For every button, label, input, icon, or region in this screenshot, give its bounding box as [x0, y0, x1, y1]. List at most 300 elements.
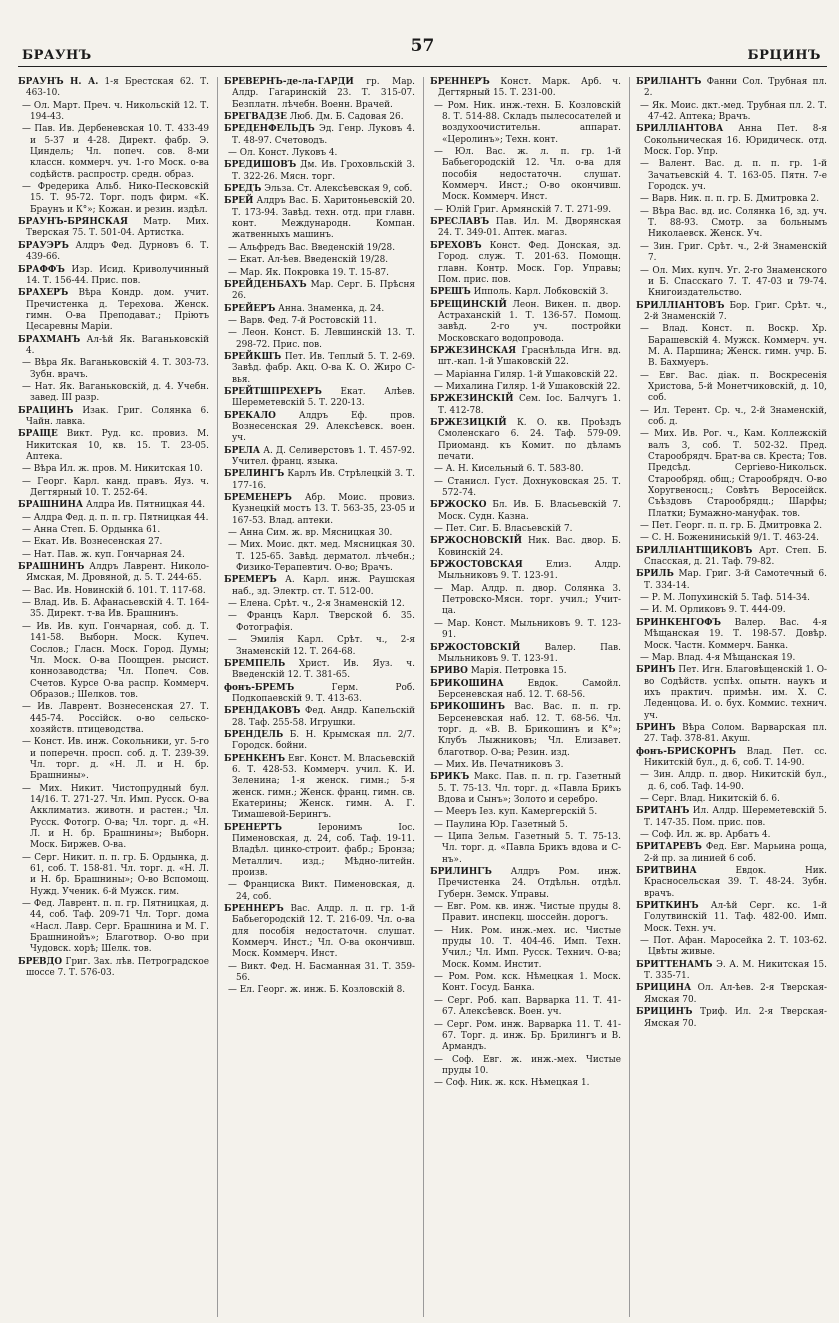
directory-entry [430, 287, 621, 298]
entry-details: Конст. Марк. Арб. ч. Дегтярный 15. Т. 231-00. [438, 77, 621, 99]
entry-details: — Пот. Афан. Маросейка 2. Т. 103-62. Цвѣты живые. [640, 936, 827, 958]
entry-details: — Евг. Вас. діак. п. Воскресенія Христова, 5-й Монетчиковскій, д. 10, соб. [640, 370, 827, 404]
entry-details: Валер. Вас. 4-я Мѣщанская 19. Т. 198-57. Довѣр. Моск. Частн. Коммерч. Банка. [644, 617, 827, 651]
entry-details: К. О. кв. Проѣздъ Смоленскаго 6. 24. Таф. 579-09. Приоманд. къ Комит. по дѣламъ печати. [438, 417, 621, 462]
directory-entry [224, 124, 415, 147]
entry-surname: БРЕВЕРНЪ-де-ла-ГАРДИ [224, 77, 354, 87]
directory-entry [636, 533, 827, 544]
entry-details: — Валент. Вас. д. п. п. гр. 1-й Зачатьевскій 4. Т. 163-05. Пятн. 7-е Городск. уч. [640, 159, 827, 193]
entry-details: — Екат. Ив. Вознесенская 27. [22, 537, 163, 548]
entry-surname: БРЕЙКШЪ [224, 351, 282, 362]
directory-entry [636, 324, 827, 369]
entry-surname: БРЖЕЗИЦКІЙ [430, 417, 507, 428]
entry-surname: БРЕНЕРТЪ [224, 822, 282, 833]
entry-details: — Эмилія Карл. Срѣт. ч., 2-я Знаменскій 12. Т. 264-68. [228, 635, 415, 657]
entry-details: — Викт. Фед. Н. Басманная 31. Т. 359-56. [228, 961, 415, 984]
directory-entry [224, 635, 415, 658]
entry-surname: БРАЩЕ [18, 429, 58, 440]
entry-details: Карлъ Ив. Стрѣлецкій 3. Т. 177-16. [232, 469, 415, 491]
directory-entry [636, 207, 827, 241]
directory-entry [636, 159, 827, 193]
directory-entry [636, 301, 827, 324]
directory-entry [224, 328, 415, 351]
directory-entry [224, 446, 415, 469]
directory-entry [224, 962, 415, 985]
entry-details: Мар. Григ. 3-й Самотечный 6. Т. 334-14. [644, 569, 827, 591]
entry-details: — А. Н. Кисельный 6. Т. 583-80. [434, 464, 584, 475]
entry-surname: БРЕМЕНЕРЪ [224, 493, 292, 504]
entry-details: — С. Н. Божениниській 9/1. Т. 463-24. [640, 533, 819, 544]
entry-details: — Мих. Моис. дкт. мед. Мясницкая 30. Т. 125-65. Завѣд. дерматол. лѣчебн.; Физико-Терапевтич. О-во; Врачъ. [228, 540, 415, 574]
directory-entry [636, 546, 827, 569]
directory-entry [18, 182, 209, 216]
entry-details: — Соф. Ил. ж. вр. Арбатъ 4. [640, 830, 771, 840]
entry-details: Арт. Степ. Б. Спасская, д. 21. Таф. 79-82. [644, 545, 827, 568]
directory-entry [224, 352, 415, 386]
entry-details: — Ол. Конст. Луковъ 4. [228, 148, 338, 159]
entry-details: Фанни Сол. Трубная пл. 2. [644, 77, 827, 99]
entry-surname: БРЖЕЗИНСКІЙ [430, 394, 514, 405]
entry-details: — Евг. Ром. кв. инж. Чистые пруды 8. Правит. инспекц. шоссейн. дорогъ. [434, 902, 621, 924]
entry-details: Изр. Исид. Криволучинный 14. Т. 156-44. Прис. пов. [26, 264, 209, 286]
directory-entry [430, 147, 621, 204]
entry-details: А. Карл. инж. Раушская наб., зд. Электр. ст. Т. 512-00. [232, 575, 415, 597]
entry-surname: БРИЛЛІАНТОВА [636, 124, 724, 135]
directory-entry [430, 300, 621, 345]
entry-details: Люб. Дм. Б. Садовая 26. [289, 112, 404, 123]
directory-entry [18, 957, 209, 980]
directory-entry [636, 936, 827, 959]
entry-details: — Зин. Алдр. п. двор. Никитскій бул., д. 6, соб. Таф. 14-90. [640, 770, 827, 792]
entry-surname: БРЕСЛАВЪ [430, 217, 490, 228]
entry-details: Ал-ѣй Серг. кс. 1-й Голутвинскій 11. Таф. 482-00. Имп. Моск. Техн. уч. [644, 901, 827, 934]
entry-details: Вас. Алдр. л. п. гр. 1-й Бабьегородскій 12. Т. 216-09. Чл. о-ва для пособія недостаточн. слушат. Коммерч. Инст.; Чл. О-ва окончивш. Моск. Коммерч. Инст. [232, 904, 415, 960]
entry-details: Сем. Іос. Балчугъ 1. Т. 412-78. [438, 394, 621, 416]
entry-details: Елиз. Алдр. Мыльниковъ 9. Т. 123-91. [438, 560, 621, 582]
directory-entry [18, 464, 209, 475]
entry-details: — Мар. Як. Покровка 19. Т. 15-87. [228, 267, 389, 278]
entry-surname: фонъ-БРЕМЪ [224, 682, 295, 693]
entry-details: — Юл. Вас. ж. л. п. гр. 1-й Бабьегородскій 12. Чл. о-ва для пособія недостаточн. слушат. Коммерч. Инст.; О-во окончивш. Моск. Коммерч. Инст. [434, 147, 621, 203]
entry-details: — Ил. Терент. Ср. ч., 2-й Знаменскій, соб. д. [640, 405, 827, 427]
directory-entry [18, 101, 209, 124]
directory-entry [636, 618, 827, 652]
directory-entry [18, 899, 209, 956]
directory-entry [430, 1078, 621, 1089]
directory-entry [224, 706, 415, 729]
entry-details: Триф. Ил. 2-я Тверская-Ямская 70. [644, 1007, 827, 1029]
directory-entry [430, 346, 621, 369]
directory-entry [18, 598, 209, 621]
entry-surname: БРЕЙ [224, 196, 254, 207]
entry-details: — Мих. Ив. Рог. ч., Кам. Коллежскій валъ 3, соб. Т. 502-32. Пред. Старообрядч. Брат-ва св. Креста; Тов. Предсѣд. Сергіево-Никольск. Старообряд. общ.; Старообрядч. О-во Хоругвеносц.; Совѣтъ Веросеійск. Съѣздовъ Старообрядц.; Шарфы; Платки; Бумажно-мануфак. тов. [640, 429, 827, 519]
entry-details: — Мар. Конст. Мыльниковъ 9. Т. 123-91. [434, 618, 621, 641]
directory-entry [224, 387, 415, 410]
directory-entry [430, 702, 621, 759]
entry-surname: БРЕЙЕРЪ [224, 303, 276, 314]
entry-details: Анна. Знаменка, д. 24. [278, 303, 385, 314]
entry-surname: БРАУНЪ-БРЯНСКАЯ [18, 217, 128, 228]
entry-details: Макс. Пав. п. п. гр. Газетный 5. Т. 75-13. Чл. торг. д. «Павла Брикъ Вдова и Сынъ»; Золото и серебро. [438, 772, 621, 805]
directory-entry [224, 196, 415, 241]
directory-entry [636, 605, 827, 616]
directory-entry [636, 406, 827, 429]
directory-entry [224, 304, 415, 315]
entry-details: — Ол. Мих. купч. Уг. 2-го Знаменского и Б. Спасскаго 7. Т. 47-03 и 79-74. Книгоиздательство. [640, 265, 827, 299]
entry-details: Изак. Григ. Солянка 6. Чайн. лавка. [26, 405, 209, 427]
entry-details: — Р. М. Лопухинскій 5. Таф. 514-34. [640, 593, 810, 604]
directory-entry [636, 77, 827, 100]
entry-details: Евг. Конст. М. Власьевскій 6. Т. 428-53. Коммерч. учил. К. И. Зеленина; 1-я женск. гимн.; 5-я женск. гимн.; Женск. франц. гимн. св. Екатерины; Женск. гимн. А. Г. Тимашевой-Берингъ. [232, 753, 415, 821]
entry-details: Граснѣльда Игн. вд. шт.-кап. 1-й Ушаковскій 22. [438, 345, 621, 368]
directory-entry [636, 1007, 827, 1030]
directory-entry [430, 560, 621, 583]
entry-details: Эд. Генр. Луковъ 4. Т. 48-97. Счетоводъ. [232, 124, 415, 146]
directory-entry [224, 280, 415, 303]
entry-details: Пав. Ил. М. Дворянская 24. Т. 349-01. Аптек. магаз. [438, 217, 621, 239]
column-2 [217, 77, 415, 1317]
entry-details: — Варв. Фед. 7-й Ростовскій 11. [228, 315, 377, 326]
entry-surname: БРИНЪ [636, 722, 676, 733]
entry-details: — Серг. Ром. инж. Варварка 11. Т. 41-67. Торг. д. инж. Бр. Брилингъ и В. Армандъ. [434, 1019, 621, 1053]
entry-surname: БРИКОШИНЪ [430, 702, 505, 713]
entry-surname: БРАШНИНЪ [18, 562, 85, 573]
entry-details: Дм. Ив. Гроховльскій 3. Т. 322-26. Мясн. торг. [232, 160, 415, 182]
entry-surname: БРЕНДЕЛЬ [224, 729, 284, 740]
directory-entry [18, 586, 209, 597]
directory-entry [224, 880, 415, 903]
directory-entry [224, 528, 415, 539]
directory-entry [224, 683, 415, 706]
entry-details: — Францъ Карл. Тверской б. 35. Фотографія. [228, 611, 415, 633]
directory-entry [224, 611, 415, 634]
column-3 [423, 77, 621, 1317]
entry-surname: БРАУЭРЪ [18, 240, 69, 251]
entry-details: Алдра Ив. Пятницкая 44. [85, 500, 206, 511]
directory-entry [636, 723, 827, 746]
directory-entry [430, 666, 621, 677]
directory-entry [18, 562, 209, 585]
entry-details: — Пет. Георг. п. п. гр. Б. Дмитровка 2. [640, 521, 823, 532]
directory-entry [224, 268, 415, 279]
entry-surname: БРИЦИНЪ [636, 1007, 693, 1018]
entry-surname: фонъ-БРИСКОРНЪ [636, 746, 736, 757]
directory-entry [224, 184, 415, 195]
page-number: 57 [410, 36, 435, 56]
directory-entry [430, 536, 621, 559]
entry-details: — Ник. Ром. инж.-мех. ис. Чистые пруды 10. Т. 404-46. Имп. Техн. Учил.; Чл. Имп. Русск. Технич. О-ва; Моск. Комм. Инстит. [434, 925, 621, 970]
directory-entry [18, 513, 209, 524]
directory-entry [18, 525, 209, 536]
directory-entry [636, 665, 827, 722]
entry-details: — Юлій Григ. Армянскій 7. Т. 271-99. [434, 204, 612, 215]
directory-entry [636, 124, 827, 158]
directory-entry [430, 643, 621, 666]
directory-entry [430, 760, 621, 771]
entry-surname: БРИВО [430, 666, 468, 677]
directory-entry [430, 902, 621, 925]
directory-entry [430, 820, 621, 831]
directory-entry [18, 358, 209, 381]
directory-entry [636, 960, 827, 983]
entry-details: — Екат. Ал-ѣев. Введенскій 19/28. [228, 255, 389, 266]
entry-details: Ник. Вас. двор. Б. Ковинскій 24. [438, 536, 621, 558]
entry-surname: БРЖОСКО [430, 500, 487, 511]
entry-details: — Станисл. Густ. Дохнуковская 25. Т. 572-74. [434, 476, 621, 499]
directory-entry [18, 500, 209, 511]
directory-entry [18, 406, 209, 429]
entry-details: Ил. Алдр. Шереметевскій 5. Т. 147-35. Пом. прис. пов. [644, 806, 827, 828]
page-header [18, 18, 827, 67]
entry-surname: БРЕННЕРЪ [224, 904, 284, 915]
directory-entry [430, 382, 621, 393]
directory-entry [224, 243, 415, 254]
directory-entry [636, 794, 827, 805]
column-4 [629, 77, 827, 1317]
entry-details: Викт. Руд. кс. провиз. М. Никитская 10, кв. 15. Т. 23-05. Аптека. [26, 429, 209, 462]
entry-surname: БРИТВИНА [636, 866, 697, 877]
directory-entry [224, 754, 415, 822]
directory-entry [430, 524, 621, 535]
directory-entry [224, 77, 415, 111]
entry-surname: БРИТТЕНАМЪ [636, 959, 713, 970]
directory-entry [18, 429, 209, 463]
entry-details: — Мар. Алдр. п. двор. Солянка 3. Петровско-Мясн. торг. учил.; Учит-ца. [434, 583, 621, 617]
entry-details: — Вѣра Ил. ж. пров. М. Никитская 10. [22, 464, 203, 475]
directory-entry [430, 867, 621, 901]
entry-details: — Мих. Никит. Чистопрудный бул. 14/16. Т. 271-27. Чл. Имп. Русск. О-ва Акклиматиз. животн. и растен.; Чл. Русск. Фотогр. О-ва; Чл. торг. д. «Н. Л. и Н. бр. Брашнины»; Выборн. Моск. Биржев. О-ва. [22, 783, 209, 851]
entry-surname: БРАФФЪ [18, 264, 65, 275]
entry-details: Б. Н. Крымская пл. 2/7. Городск. бойни. [232, 729, 415, 752]
entry-details: Влад. Пет. сс. Никитскій бул., д. 6, соб. Т. 14-90. [644, 746, 827, 768]
directory-entry [430, 370, 621, 381]
directory-entry [430, 807, 621, 818]
directory-entry [430, 772, 621, 806]
entry-surname: БРЕНКЕНЪ [224, 753, 286, 764]
directory-entry [430, 394, 621, 417]
entry-surname: БРАУНЪ Н. А. [18, 77, 99, 87]
directory-entry [18, 737, 209, 782]
directory-entry [430, 205, 621, 216]
entry-surname: БРЕДЪ [224, 184, 262, 195]
entry-surname: БРЖОСТОВСКАЯ [430, 560, 523, 571]
entry-surname: БРИНКЕНГОФЪ [636, 617, 722, 628]
directory-entry [636, 429, 827, 520]
directory-entry [224, 730, 415, 753]
entry-surname: БРЖОСТОВСКІЙ [430, 642, 521, 653]
entry-details: Вѣра Кондр. дом. учит. Пречистенка д. Терехова. Женск. гимн. О-ва Преподават.; Пріютъ Цесаревны Маріи. [26, 288, 209, 333]
entry-surname: БРЕДЕНФЕЛЬДЪ [224, 124, 315, 135]
directory-entry [430, 500, 621, 523]
entry-surname: БРАХЕРЪ [18, 288, 69, 299]
entry-details: — Франциска Викт. Пименовская, д. 24, соб. [228, 880, 415, 902]
entry-details: — Конст. Ив. инж. Сокольники, уг. 5-го и поперечн. просп. соб. д. Т. 239-39. Чл. торг. д. «Н. Л. и Н. бр. Брашнины». [22, 737, 209, 782]
entry-details: Бл. Ив. Б. Власьевскій 7. Моск. Судн. Казна. [438, 500, 621, 522]
directory-entry [224, 493, 415, 527]
entry-details: Екат. Алѣев. Шереметевскій 5. Т. 220-13. [232, 386, 415, 409]
entry-details: — Пет. Сиг. Б. Власьевскій 7. [434, 524, 573, 535]
entry-surname: БРИТАРЕВЪ [636, 842, 702, 853]
entry-details: — Мих. Ив. Печатниковъ 3. [434, 759, 564, 770]
entry-details: Евдок. Самойл. Берсеневская наб. 12. Т. 68-56. [438, 678, 621, 700]
directory-entry [636, 770, 827, 793]
running-head-right: БРЦИНЪ [747, 48, 821, 63]
entry-details: Алдръ Вас. Б. Харитоньевскій 20. Т. 173-94. Завѣд. техн. отд. при главн. конт. Международн. Компан. жатвенныхъ машинъ. [232, 196, 415, 241]
directory-entry [224, 599, 415, 610]
entry-surname: БРАЦИНЪ [18, 405, 74, 416]
entry-surname: БРИЛЬ [636, 569, 674, 580]
directory-entry [224, 469, 415, 492]
entry-surname: БРИКЪ [430, 772, 470, 783]
directory-entry [430, 996, 621, 1019]
entry-details: Анна Пет. 8-я Сокольническая 16. Юридическ. отд. Моск. Гор. Упр. [644, 124, 827, 158]
entry-details: Евдок. Ник. Красносельская 39. Т. 48-24. Зубн. врачъ. [644, 866, 827, 899]
entry-surname: БРИЛЛІАНТЩИКОВЪ [636, 545, 753, 556]
directory-entry [636, 653, 827, 664]
entry-details: Ол. Ал-ѣев. 2-я Тверская-Ямская 70. [644, 983, 827, 1005]
entry-details: — Серг. Влад. Никитскій б. 6. [640, 793, 780, 804]
entry-surname: БРИЛІАНТЪ [636, 77, 702, 87]
directory-entry [636, 830, 827, 841]
entry-details: — Соф. Евг. ж. инж.-мех. Чистые пруды 10. [434, 1054, 621, 1076]
entry-details: Марія. Петровка 15. [470, 666, 567, 677]
directory-entry [224, 316, 415, 327]
directory-entry [18, 335, 209, 358]
directory-entry [224, 540, 415, 574]
entry-details: — Зин. Григ. Срѣт. ч., 2-й Знаменскій 7. [640, 241, 827, 264]
entry-surname: БРИЦИНА [636, 983, 692, 994]
entry-surname: БРЕЩИНСКІЙ [430, 299, 507, 310]
entry-surname: БРЕВДО [18, 956, 63, 967]
directory-entry [18, 217, 209, 240]
entry-surname: БРЕХОВЪ [430, 240, 482, 251]
entry-details: Григ. Зах. лѣв. Петроградское шоссе 7. Т. 576-03. [26, 956, 209, 979]
entry-details: — И. М. Орликовъ 9. Т. 444-09. [640, 605, 786, 616]
directory-entry [224, 160, 415, 183]
directory-entry [636, 842, 827, 865]
column-1 [18, 77, 209, 1317]
directory-entry [430, 584, 621, 618]
directory-entry [224, 112, 415, 123]
directory-entry [224, 823, 415, 880]
entry-details: — Серг. Никит. п. п. гр. Б. Ордынка, д. 61, соб. Т. 158-81. Чл. торг. д. «Н. Л. и Н. бр. Брашнины»; О-во Вспомощ. Нужд. Ученик. 6-й Мужск. гим. [22, 852, 209, 897]
entry-details: Христ. Ив. Яуз. ч. Введенскій 12. Т. 381-65. [232, 658, 415, 681]
entry-surname: БРЖЕЗИНСКАЯ [430, 345, 517, 356]
directory-entry [636, 521, 827, 532]
entry-details: 1-я Брестская 62. Т. 463-10. [26, 77, 209, 99]
directory-entry [430, 832, 621, 866]
directory-entry [430, 101, 621, 146]
directory-entry [18, 853, 209, 898]
entry-surname: БРЖОСНОВСКІЙ [430, 536, 522, 547]
entry-surname: БРИТАНЪ [636, 806, 690, 817]
directory-entry [18, 622, 209, 701]
entry-details: — Ципа Зельм. Газетный 5. Т. 75-13. Чл. торг. д. «Павла Брикъ вдова и С-нъ». [434, 832, 621, 865]
entry-details: Валер. Пав. Мыльниковъ 9. Т. 123-91. [438, 642, 621, 664]
entry-surname: БРИНЪ [636, 665, 676, 676]
directory-entry [430, 679, 621, 702]
directory-entry [224, 255, 415, 266]
directory-entry [18, 382, 209, 405]
directory-entry [224, 659, 415, 682]
directory-entry [18, 784, 209, 852]
entry-details: Ал-ѣй Як. Ваганьковскій 4. [26, 334, 209, 356]
entry-details: — Вѣра Вас. вд. ис. Солянка 16, зд. уч. Т. 88-93. Смотр. за больнымъ Николаевск. Женск. Уч. [640, 206, 827, 240]
directory-entry [430, 1055, 621, 1078]
entry-surname: БРЕДИШОВЪ [224, 160, 297, 171]
entry-details: — Ол. Март. Преч. ч. Никольскій 12. Т. 194-43. [22, 100, 209, 123]
entry-details: Конст. Фед. Донская, зд. Город. служ. Т. 201-63. Помощн. главн. Контр. Моск. Гор. Управы; Пом. прис. пов. [438, 240, 621, 285]
directory-entry [430, 241, 621, 286]
directory-entry [430, 418, 621, 463]
entry-details: — Маріанна Гиляр. 1-й Ушаковскій 22. [434, 369, 618, 380]
directory-entry [430, 972, 621, 995]
entry-details: — Ив. Лаврент. Вознесенская 27. Т. 445-74. Россійск. о-во сельско-хозяйств. птицеводства. [22, 702, 209, 735]
directory-entry [636, 101, 827, 124]
directory-entry [224, 985, 415, 996]
entry-details: — Ив. Ив. куп. Гончарная, соб. д. Т. 141-58. Выборн. Моск. Купеч. Сослов.; Гласн. Моск. Город. Думы; Чл. Моск. О-ва Поощрен. рысист. коннозаводства; Чл. Попеч. Сов. Счетов. Курсе О-ва распр. Коммерч. Образов.; Шелков. тов. [22, 621, 209, 700]
entry-details: — Ел. Георг. ж. инж. Б. Козловскій 8. [228, 985, 406, 996]
directory-entry [636, 593, 827, 604]
directory-entry [430, 77, 621, 100]
directory-entry [430, 217, 621, 240]
entry-surname: БРЕНДАКОВЪ [224, 706, 301, 717]
directory-entry [18, 265, 209, 288]
entry-surname: БРИТКИНЪ [636, 901, 699, 912]
entry-details: — Фед. Лаврент. п. п. гр. Пятницкая, д. 44, соб. Таф. 209-71 Чл. Торг. дома «Насл. Лавр. Серг. Брашнина и М. Г. Брашнинойъ»; Благотвор. О-во при Чудовск. хорѣ; Шелк. тов. [22, 899, 209, 955]
directory-entry [18, 477, 209, 500]
entry-surname: БРЕГВАДЗЕ [224, 112, 287, 123]
entry-surname: БРЕМПЕЛЬ [224, 658, 286, 669]
entry-details: Эльза. Ст. Алексѣевская 9, соб. [264, 184, 413, 195]
entry-surname: БРИКОШИНА [430, 678, 504, 689]
running-head-left: БРАУНЪ [22, 48, 92, 63]
entry-surname: БРЕШЪ [430, 287, 471, 298]
directory-entry [636, 242, 827, 265]
entry-details: Фед. Андр. Капельскій 28. Таф. 255-58. Игрушки. [232, 706, 415, 728]
entry-details: — Серг. Роб. кап. Варварка 11. Т. 41-67. Алексѣевск. Воен. уч. [434, 995, 621, 1018]
entry-details: — Нат. Пав. ж. куп. Гончарная 24. [22, 549, 185, 560]
directory-entry [430, 926, 621, 971]
directory-entry [18, 124, 209, 181]
entry-details: — Елена. Срѣт. ч., 2-я Знаменскій 12. [228, 599, 405, 610]
directory-entry [636, 983, 827, 1006]
entry-details: Алдръ Фед. Дурновъ 6. Т. 439-66. [26, 240, 209, 263]
entry-details: — Паулина Юр. Газетный 5. [434, 819, 568, 830]
directory-entry [18, 77, 209, 100]
entry-surname: БРЕЙДЕНБАХЪ [224, 279, 307, 290]
entry-details: Вас. Вас. п. п. гр. Берсеневская наб. 12. Т. 68-56. Чл. торг. д. «В. В. Брикошинъ и К°»; Клубъ Лыжниковъ; Чл. Елизавет. благотвор. О-ва; Резин. изд. [438, 702, 621, 758]
entry-details: Леон. Викен. п. двор. Астраханскій 1. Т. 136-57. Помощ. завѣд. 2-го уч. постройки Московскаго водопровода. [438, 299, 621, 344]
directory-entry [18, 241, 209, 264]
entry-details: — Влад. Конст. п. Воскр. Хр. Барашевскій 4. Мужск. Коммерч. уч. М. А. Паршина; Женск. гимн. учр. Б. В. Бахмуеръ. [640, 324, 827, 369]
directory-entry [636, 747, 827, 770]
entry-details: — Вас. Ив. Новинскій б. 101. Т. 117-68. [22, 585, 206, 596]
entry-surname: БРЕМЕРЪ [224, 575, 277, 586]
entry-details: — Мееръ Іез. куп. Камергерскій 5. [434, 807, 598, 818]
entry-surname: БРИЛИНГЪ [430, 867, 492, 878]
entry-details: — Михалина Гиляр. 1-й Ушаковскій 22. [434, 381, 621, 392]
entry-details: Ипполь. Карл. Лобковскій 3. [473, 287, 609, 298]
entry-details: — Влад. Ив. Б. Афанасьевскій 4. Т. 164-35. Директ. т-ва Ив. Брашнинъ. [22, 598, 209, 620]
directory-entry [636, 569, 827, 592]
entry-details: — Нат. Як. Ваганьковскій, д. 4. Учебн. завед. III разр. [22, 381, 209, 404]
entry-details: — Ром. Ник. инж.-техн. Б. Козловскій 8. Т. 514-88. Складъ пылесосателей и воздухоочистительн. аппарат. «Церолинъ»; Техн. конт. [434, 100, 621, 145]
entry-details: — Анна Сим. ж. вр. Мясницкая 30. [228, 528, 393, 539]
directory-entry [430, 464, 621, 475]
directory-entry [18, 702, 209, 736]
directory-entry [18, 537, 209, 548]
